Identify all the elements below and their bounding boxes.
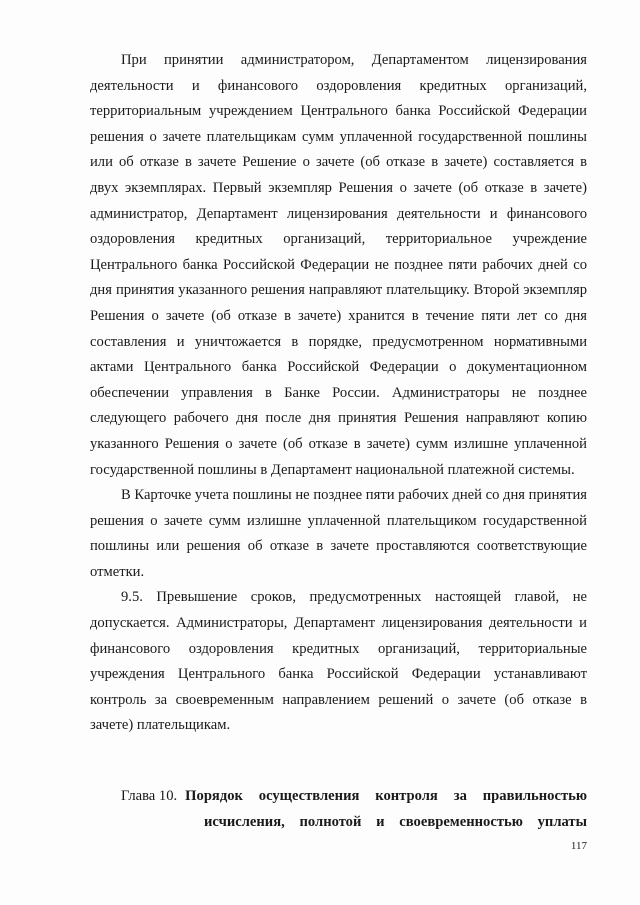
paragraph-decision-procedure: При принятии администратором, Департаментом лицензирования деятельности и финансового оздоровления кредитных организаций, территориальным учреждением Центрального банка Российской Федерации решения о зачете плательщикам сумм уплаченной государственной пошлины или об отказе в зачете Решение о зачете (об отказе в зачете) составляется в двух экземплярах. Первый экземпляр Решения о зачете (об отказе в зачете) администратор, Департамент лицензирования деятельности и финансового оздоровления кредитных организаций, территориальное учреждение Центрального банка Российской Федерации не позднее пяти рабочих дней со дня принятия указанного решения направляют плательщику. Второй экземпляр Решения о зачете (об отказе в зачете) хранится в течение пяти лет со дня составления и уничтожается в порядке, предусмотренном нормативными актами Центрального банка Российской Федерации о документационном обеспечении управления в Банке России. Администраторы не позднее следующего рабочего дня после дня принятия Решения направляют копию указанного Решения о зачете (об отказе в зачете) сумм излишне уплаченной государственной пошлины в Департамент национальной платежной системы. <box>90 52 587 478</box>
chapter-title-part-2: исчисления, полнотой и своевременностью уплаты <box>204 813 587 830</box>
chapter-heading <box>90 784 587 835</box>
paragraph-9-5: 9.5. Превышение сроков, предусмотренных настоящей главой, не допускается. Администраторы, Департамент лицензирования деятельности и финансового оздоровления кредитных организаций, территориальные учреждения Центрального банка Российской Федерации устанавливают контроль за своевременным направлением решений о зачете (об отказе в зачете) плательщикам. <box>90 589 587 734</box>
page-number: 117 <box>570 840 587 852</box>
paragraph-fee-card: В Карточке учета пошлины не позднее пяти рабочих дней со дня принятия решения о зачете сумм излишне уплаченной плательщиком государственной пошлины или решения об отказе в зачете проставляются соответствующие отметки. <box>90 487 587 580</box>
chapter-label: Глава 10. <box>121 788 178 804</box>
chapter-heading-line-1 <box>90 784 587 810</box>
body-text <box>90 48 587 739</box>
chapter-title-part-1: Порядок осуществления контроля за правильностью <box>185 788 587 804</box>
